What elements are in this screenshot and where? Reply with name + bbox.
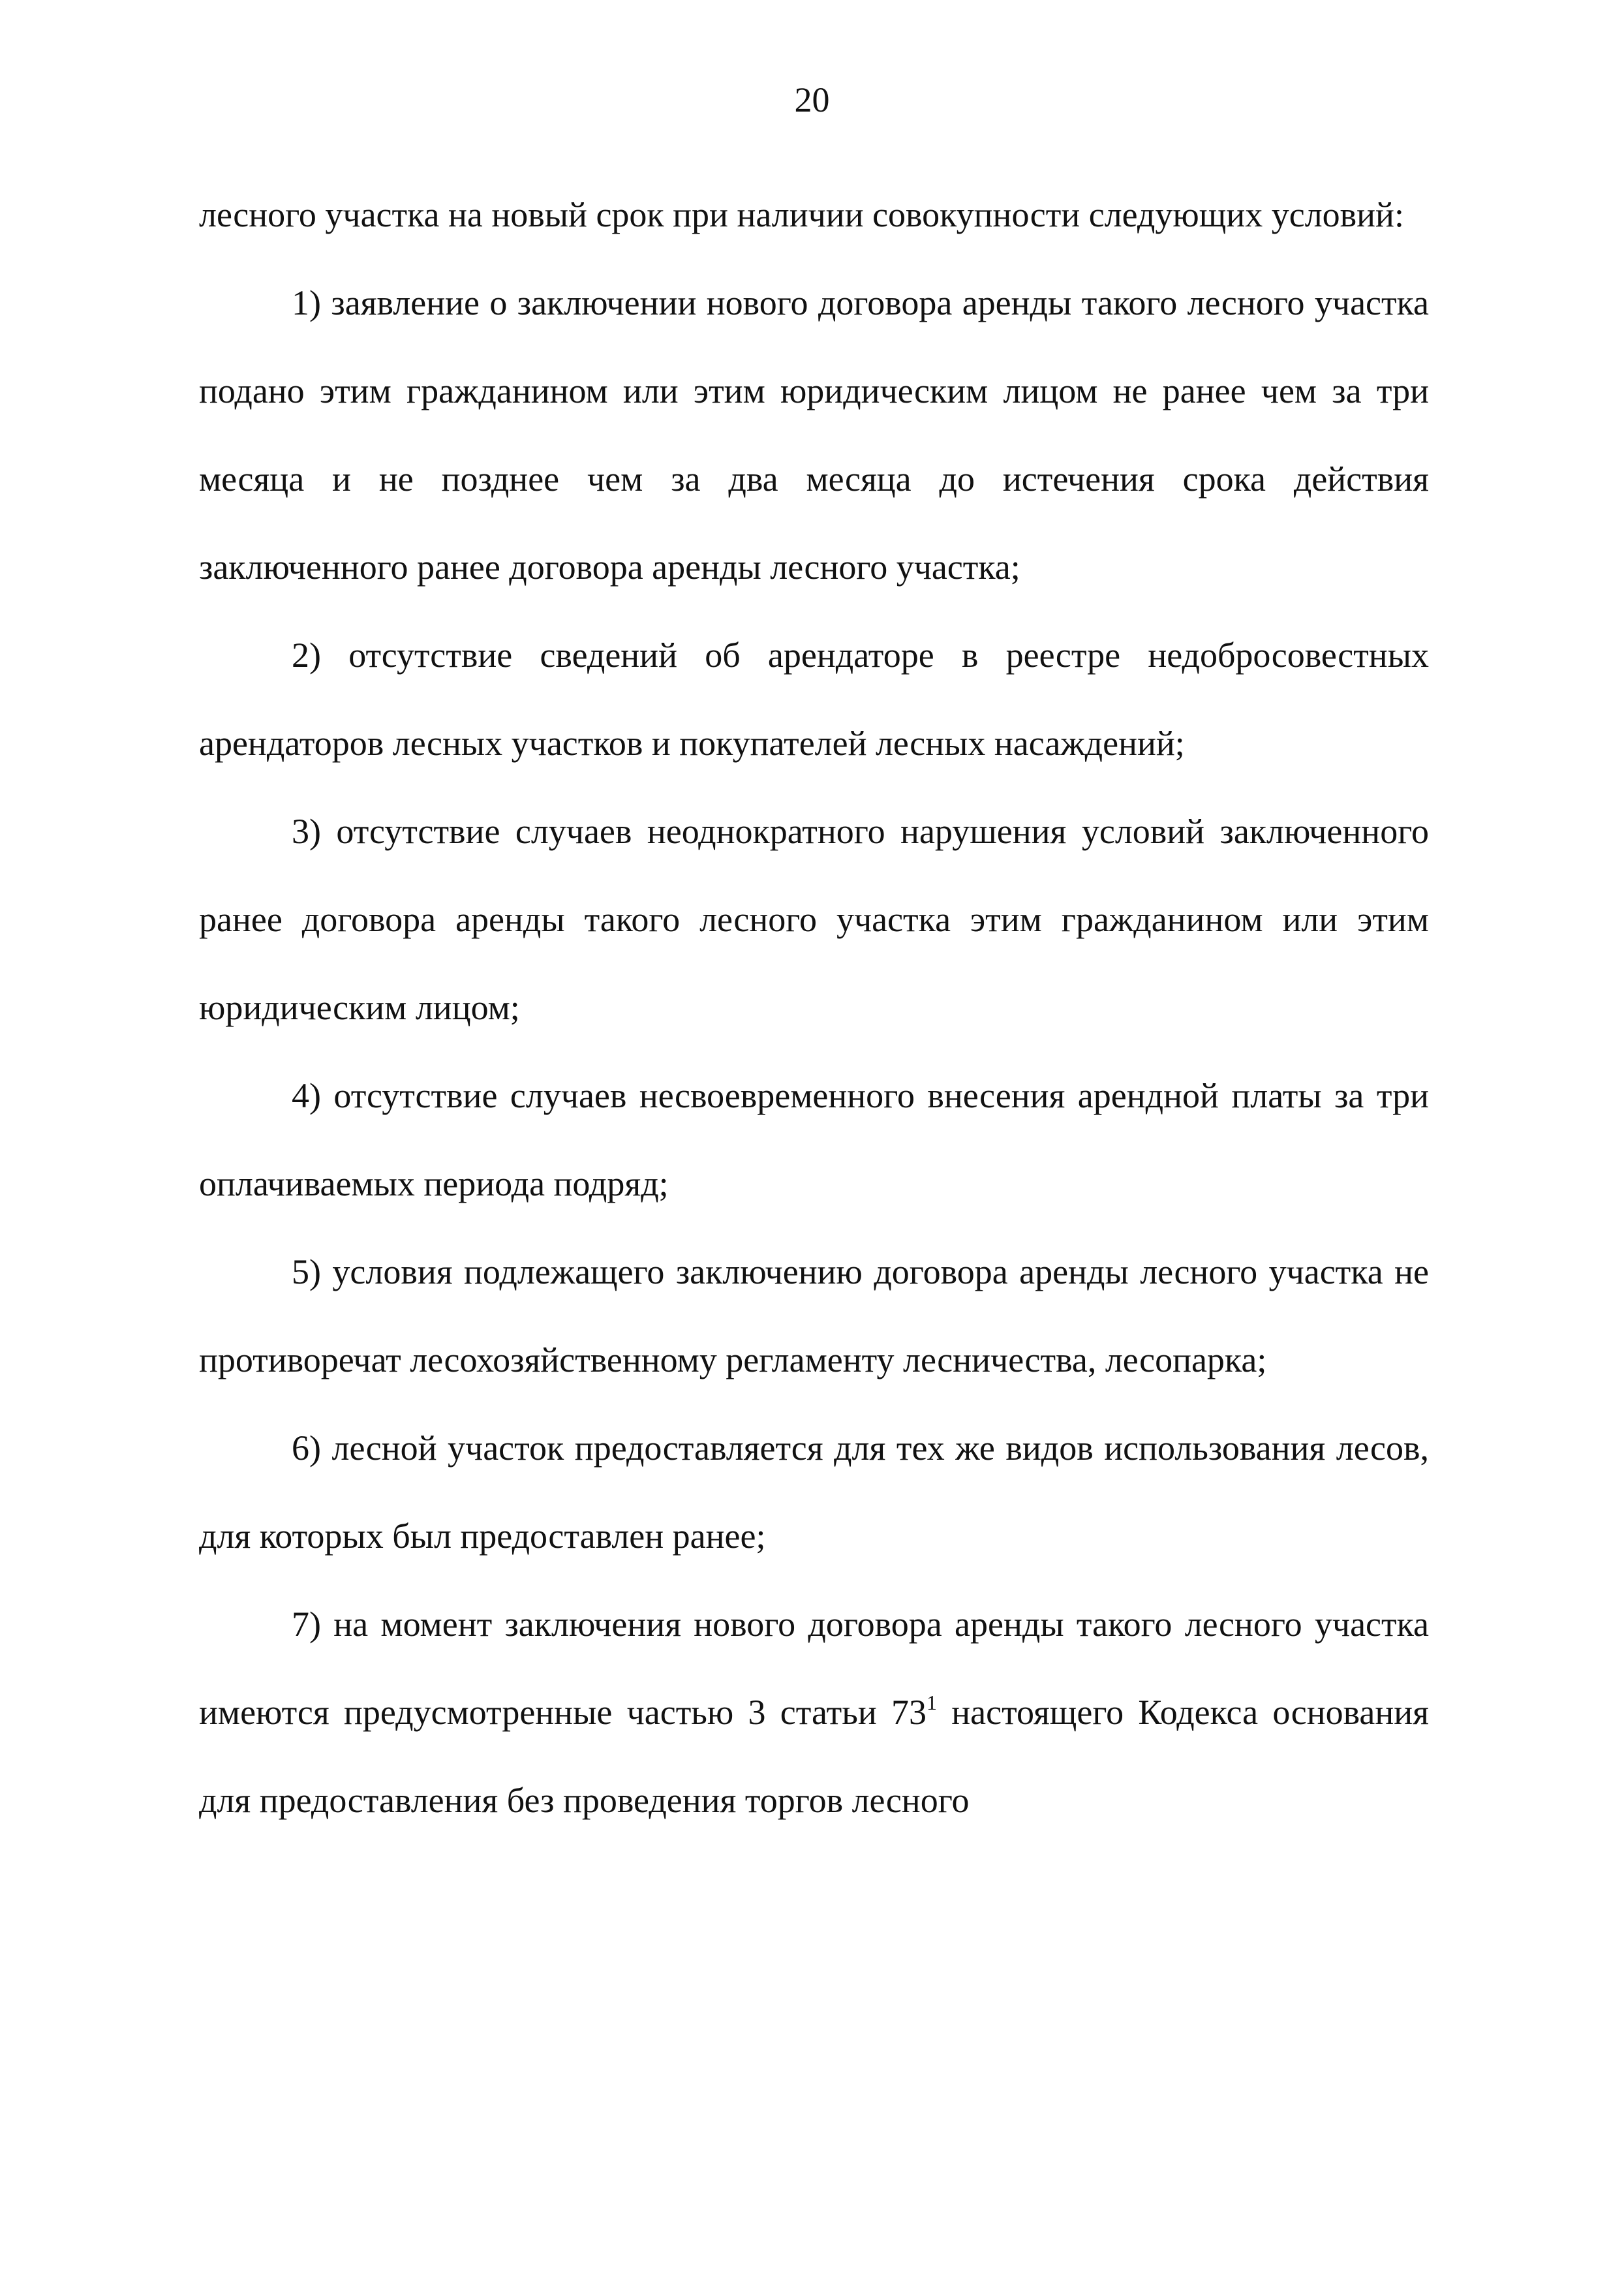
paragraph-item-2: 2) отсутствие сведений об арендаторе в реестре недобросовестных арендаторов лесных участков и покупателей лесных насаждений;: [199, 636, 1429, 763]
page-number: 20: [794, 80, 830, 119]
document-body: [199, 171, 1429, 1845]
paragraph-item-7: [199, 1580, 1429, 1845]
paragraph-item-7-text-before: 7) на момент заключения нового договора аренды такого лесного участка имеются предусмотренные частью 3 статьи 73: [199, 1605, 1429, 1732]
paragraph-item-3: 3) отсутствие случаев неоднократного нарушения условий заключенного ранее договора аренды такого лесного участка этим гражданином или этим юридическим лицом;: [199, 812, 1429, 1027]
paragraph-continuation: лесного участка на новый срок при наличии совокупности следующих условий:: [199, 195, 1404, 234]
paragraph-item-6: 6) лесной участок предоставляется для тех же видов использования лесов, для которых был предоставлен ранее;: [199, 1428, 1429, 1556]
paragraph-item-4: 4) отсутствие случаев несвоевременного внесения арендной платы за три оплачиваемых периода подряд;: [199, 1076, 1429, 1203]
paragraph-item-5: 5) условия подлежащего заключению договора аренды лесного участка не противоречат лесохозяйственному регламенту лесничества, лесопарка;: [199, 1252, 1429, 1379]
paragraph-item-1: 1) заявление о заключении нового договора аренды такого лесного участка подано этим гражданином или этим юридическим лицом не ранее чем за три месяца и не позднее чем за два месяца до истечения срока действия заключенного ранее договора аренды лесного участка;: [199, 283, 1429, 587]
paragraph-item-7-text-after: настоящего Кодекса основания для предоставления без проведения торгов лесного: [199, 1693, 1429, 1820]
article-superscript: 1: [927, 1691, 937, 1714]
